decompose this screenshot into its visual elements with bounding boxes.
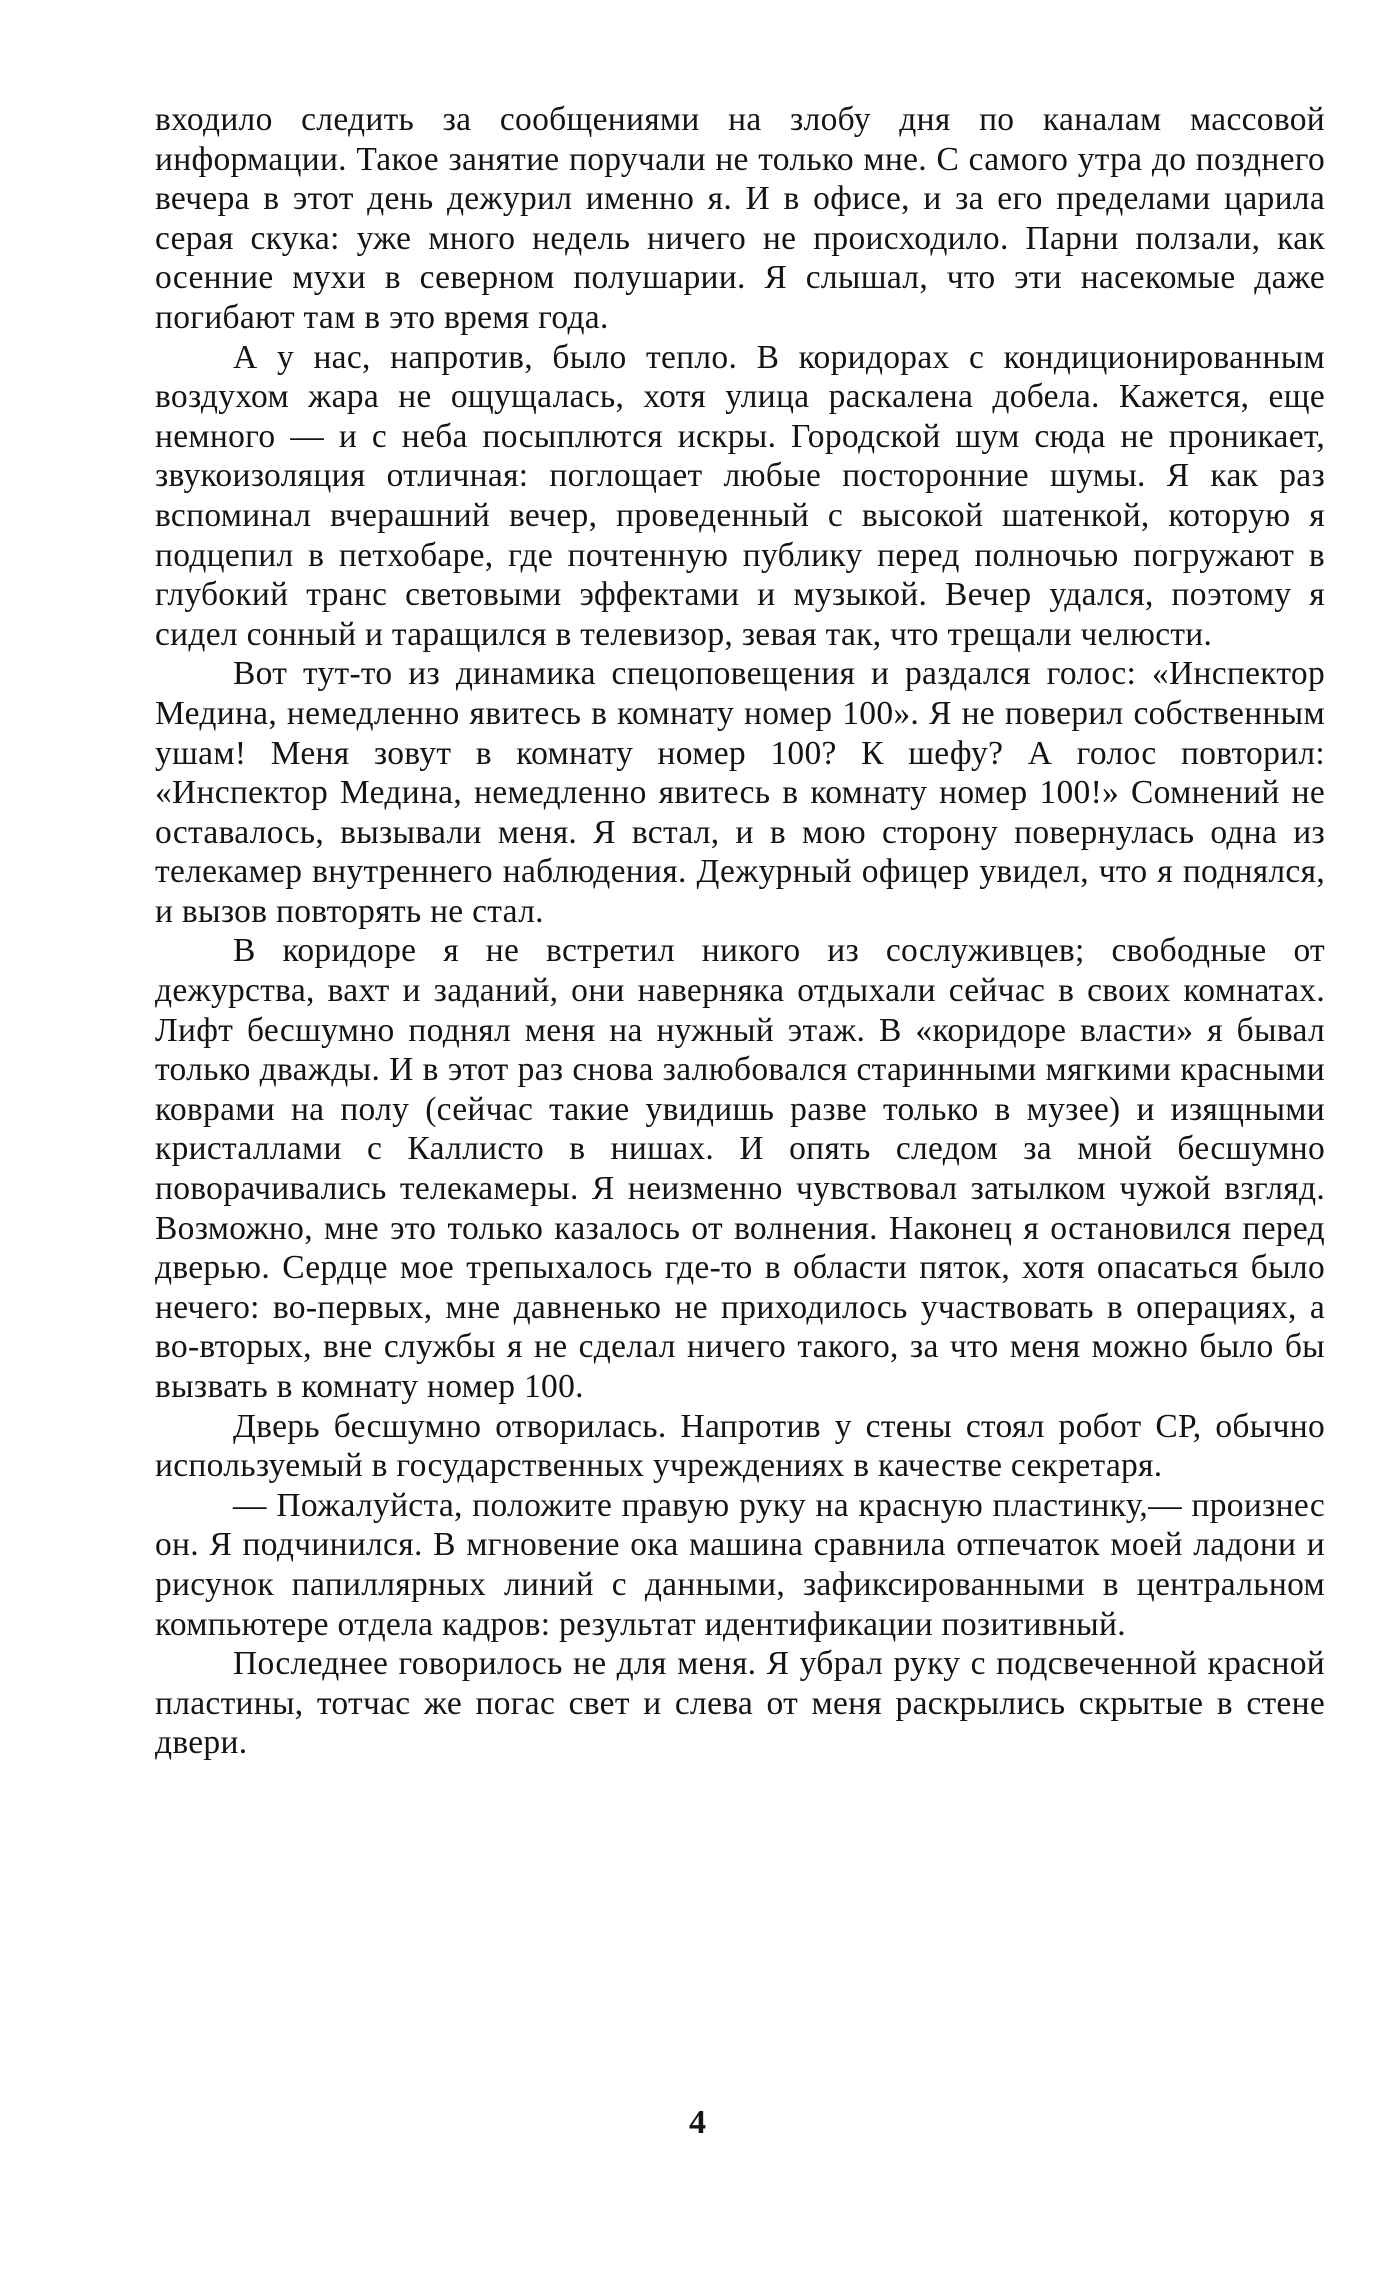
page-body	[155, 100, 1325, 1763]
page-number: 4	[689, 2104, 706, 2141]
paragraph-5: Дверь бесшумно отворилась. Напротив у стены стоял робот СР, обычно используемый в государственных учреждениях в качестве секретаря.	[155, 1407, 1325, 1485]
paragraph-4: В коридоре я не встретил никого из сослуживцев; свободные от дежурства, вахт и заданий, они наверняка отдыхали сейчас в своих комнатах. Лифт бесшумно поднял меня на нужный этаж. В «коридоре власти» я бывал только дважды. И в этот раз снова залюбовался старинными мягкими красными коврами на полу (сейчас такие увидишь разве только в музее) и изящными кристаллами с Каллисто в нишах. И опять следом за мной бесшумно поворачивались телекамеры. Я неизменно чувствовал затылком чужой взгляд. Возможно, мне это только казалось от волнения. Наконец я остановился перед дверью. Сердце мое трепыхалось где-то в области пяток, хотя опасаться было нечего: во-первых, мне давненько не приходилось участвовать в операциях, а во-вторых, вне службы я не сделал ничего такого, за что меня можно было бы вызвать в комнату номер 100.	[155, 932, 1325, 1405]
paragraph-3: Вот тут-то из динамика спецоповещения и раздался голос: «Инспектор Медина, немедленно явитесь в комнату номер 100». Я не поверил собственным ушам! Меня зовут в комнату номер 100? К шефу? А голос повторил: «Инспектор Медина, немедленно явитесь в комнату номер 100!» Сомнений не оставалось, вызывали меня. Я встал, и в мою сторону повернулась одна из телекамер внутреннего наблюдения. Дежурный офицер увидел, что я поднялся, и вызов повторять не стал.	[155, 655, 1325, 930]
paragraph-6: — Пожалуйста, положите правую руку на красную пластинку,— произнес он. Я подчинился. В мгновение ока машина сравнила отпечаток моей ладони и рисунок папиллярных линий с данными, зафиксированными в центральном компьютере отдела кадров: результат идентификации позитивный.	[155, 1486, 1325, 1643]
paragraph-7: Последнее говорилось не для меня. Я убрал руку с подсвеченной красной пластины, тотчас же погас свет и слева от меня раскрылись скрытые в стене двери.	[155, 1645, 1325, 1762]
paragraph-2: А у нас, напротив, было тепло. В коридорах с кондиционированным воздухом жара не ощущалась, хотя улица раскалена добела. Кажется, еще немного — и с неба посыплются искры. Городской шум сюда не проникает, звукоизоляция отличная: поглощает любые посторонние шумы. Я как раз вспоминал вчерашний вечер, проведенный с высокой шатенкой, которую я подцепил в петхобаре, где почтенную публику перед полночью погружают в глубокий транс световыми эффектами и музыкой. Вечер удался, поэтому я сидел сонный и таращился в телевизор, зевая так, что трещали челюсти.	[155, 338, 1325, 653]
paragraph-1: входило следить за сообщениями на злобу дня по каналам массовой информации. Такое занятие поручали не только мне. С самого утра до позднего вечера в этот день дежурил именно я. И в офисе, и за его пределами царила серая скука: уже много недель ничего не происходило. Парни ползали, как осенние мухи в северном полушарии. Я слышал, что эти насекомые даже погибают там в это время года.	[155, 101, 1325, 336]
